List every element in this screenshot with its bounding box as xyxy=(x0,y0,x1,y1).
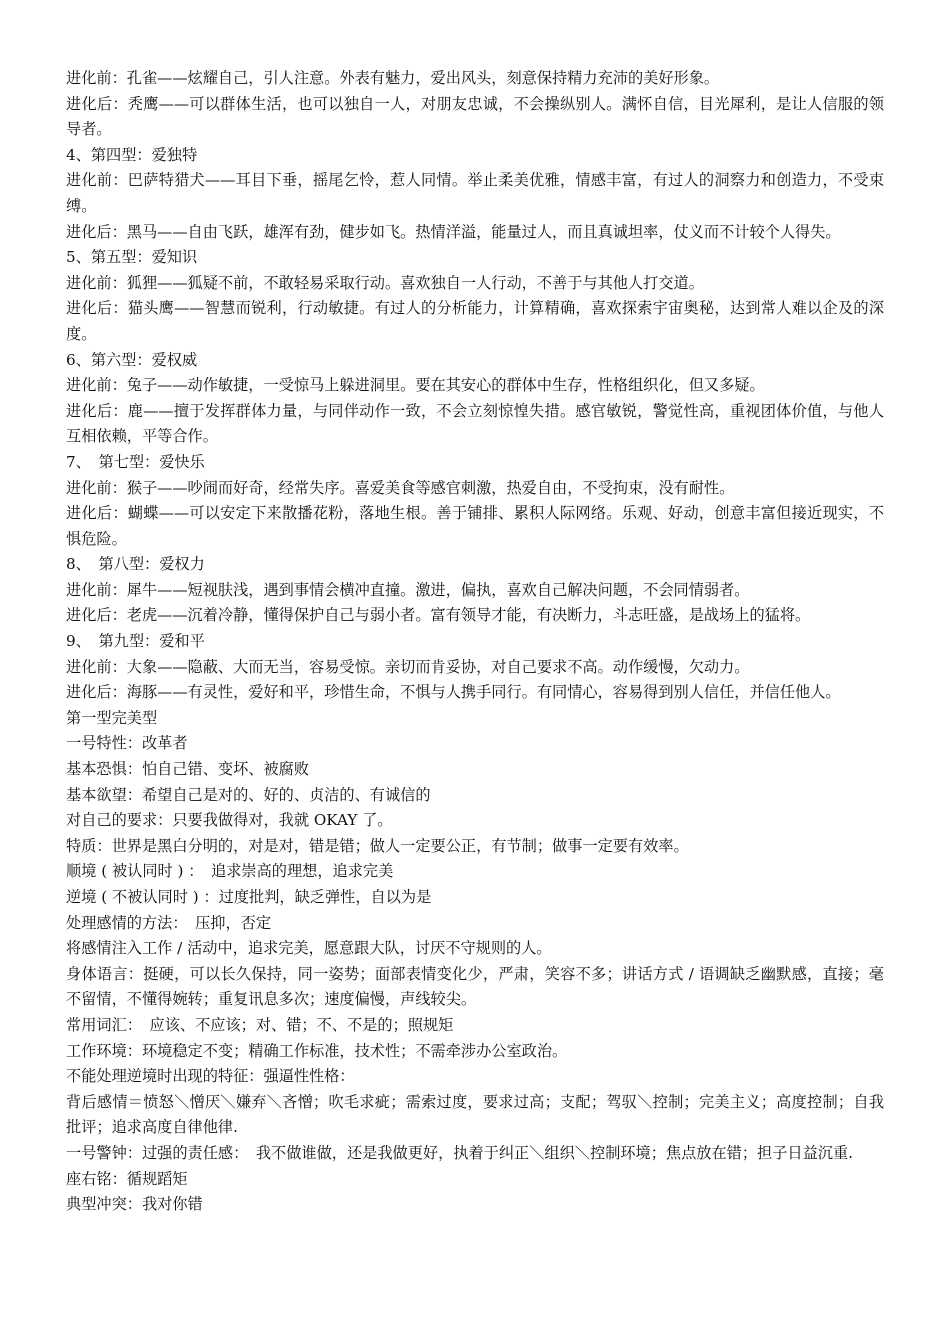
paragraph-type5-before: 进化前：狐狸——狐疑不前，不敢轻易采取行动。喜欢独自一人行动，不善于与其他人打交道。 xyxy=(66,273,704,292)
type1-typical-conflict: 典型冲突：我对你错 xyxy=(66,1195,203,1214)
heading-type7: 7、 第七型：爱快乐 xyxy=(66,452,205,471)
type1-adverse-state: 逆境 ( 不被认同时 ) ：过度批判，缺乏弹性，自以为是 xyxy=(66,888,432,906)
paragraph-type7-before: 进化前：猴子——吵闹而好奇，经常失序。喜爱美食等感官刺激，热爱自由，不受拘束，没有耐性。 xyxy=(66,478,735,497)
type1-work-environment: 工作环境：环境稳定不变；精确工作标准，技术性；不需牵涉办公室政治。 xyxy=(66,1041,568,1060)
type1-emotion-handling: 处理感情的方法： 压抑，否定 xyxy=(66,913,272,932)
heading-type8: 8、 第八型：爱权力 xyxy=(66,555,205,574)
type1-emotion-into-work: 将感情注入工作 / 活动中，追求完美，愿意跟大队，讨厌不守规则的人。 xyxy=(66,939,552,958)
type1-self-requirement: 对自己的要求：只要我做得对，我就 OKAY 了。 xyxy=(66,811,393,830)
paragraph-type6-before: 进化前：兔子——动作敏捷，一受惊马上躲进洞里。要在其安心的群体中生存，性格组织化，但又多疑。 xyxy=(66,376,765,395)
paragraph-type7-after: 进化后：蝴蝶——可以安定下来散播花粉，落地生根。善于铺排、累积人际网络。乐观、好动，创意丰富但接近现实，不惧危险。 xyxy=(66,504,884,548)
type1-trait: 一号特性：改革者 xyxy=(66,734,188,753)
heading-type4: 4、第四型：爱独特 xyxy=(66,145,198,164)
heading-type5: 5、第五型：爱知识 xyxy=(66,248,198,267)
type1-common-vocabulary: 常用词汇： 应该、不应该；对、错；不、不是的；照规矩 xyxy=(66,1015,454,1034)
type1-favorable-state: 顺境 ( 被认同时 ) ： 追求崇高的理想，追求完美 xyxy=(66,862,394,881)
section-title-type1: 第一型完美型 xyxy=(66,708,158,727)
type1-characteristics: 特质：世界是黑白分明的，对是对，错是错；做人一定要公正，有节制；做事一定要有效率。 xyxy=(66,836,689,855)
paragraph-type3-before: 进化前：孔雀——炫耀自己，引人注意。外表有魅力，爱出风头，刻意保持精力充沛的美好形象。 xyxy=(66,69,720,87)
type1-warning-bell: 一号警钟：过强的责任感： 我不做谁做，还是我做更好，执着于纠正＼组织＼控制环境；焦点放在错；担子日益沉重. xyxy=(66,1143,853,1162)
paragraph-type4-before: 进化前：巴萨特猎犬——耳目下垂，摇尾乞怜，惹人同情。举止柔美优雅，情感丰富，有过人的洞察力和创造力，不受束缚。 xyxy=(66,171,884,215)
type1-adversity-features: 不能处理逆境时出现的特征：强逼性性格： xyxy=(66,1067,355,1086)
heading-type9: 9、 第九型：爱和平 xyxy=(66,632,205,651)
type1-motto: 座右铭：循规蹈矩 xyxy=(66,1169,188,1188)
paragraph-type8-before: 进化前：犀牛——短视肤浅，遇到事情会横冲直撞。激进，偏执，喜欢自己解决问题，不会同情弱者。 xyxy=(66,580,750,599)
paragraph-type9-before: 进化前：大象——隐蔽、大而无当，容易受惊。亲切而肯妥协，对自己要求不高。动作缓慢，欠动力。 xyxy=(66,657,750,676)
paragraph-type8-after: 进化后：老虎——沉着冷静，懂得保护自己与弱小者。富有领导才能，有决断力，斗志旺盛，是战场上的猛将。 xyxy=(66,606,811,625)
paragraph-type9-after: 进化后：海豚——有灵性，爱好和平，珍惜生命，不惧与人携手同行。有同情心，容易得到别人信任，并信任他人。 xyxy=(66,683,841,702)
paragraph-type3-after: 进化后：秃鹰——可以群体生活，也可以独自一人，对朋友忠诚，不会操纵别人。满怀自信，目光犀利，是让人信服的领导者。 xyxy=(66,94,884,139)
heading-type6: 6、第六型：爱权威 xyxy=(66,350,198,369)
paragraph-type6-after: 进化后：鹿——擅于发挥群体力量，与同伴动作一致，不会立刻惊惶失措。感官敏锐，警觉性高，重视团体价值，与他人互相依赖，平等合作。 xyxy=(66,401,884,446)
type1-body-language: 身体语言：挺硬，可以长久保持，同一姿势；面部表情变化少，严肃，笑容不多；讲话方式 / 语调缺乏幽默感，直接；毫不留情，不懂得婉转；重复讯息多次；速度偏慢，声线较尖。 xyxy=(66,964,884,1009)
paragraph-type5-after: 进化后：猫头鹰——智慧而锐利，行动敏捷。有过人的分析能力，计算精确，喜欢探索宇宙奥秘，达到常人难以企及的深度。 xyxy=(66,299,884,343)
type1-basic-fear: 基本恐惧：怕自己错、变坏、被腐败 xyxy=(66,760,309,779)
type1-basic-desire: 基本欲望：希望自己是对的、好的、贞洁的、有诚信的 xyxy=(66,785,431,804)
paragraph-type4-after: 进化后：黑马——自由飞跃，雄浑有劲，健步如飞。热情洋溢，能量过人，而且真诚坦率，仗义而不计较个人得失。 xyxy=(66,222,841,241)
type1-underlying-emotions: 背后感情＝愤怒＼憎厌＼嫌弃＼吝憎；吹毛求疵；需索过度，要求过高；支配；驾驭＼控制；完美主义；高度控制；自我批评；追求高度自律他律. xyxy=(66,1092,884,1137)
